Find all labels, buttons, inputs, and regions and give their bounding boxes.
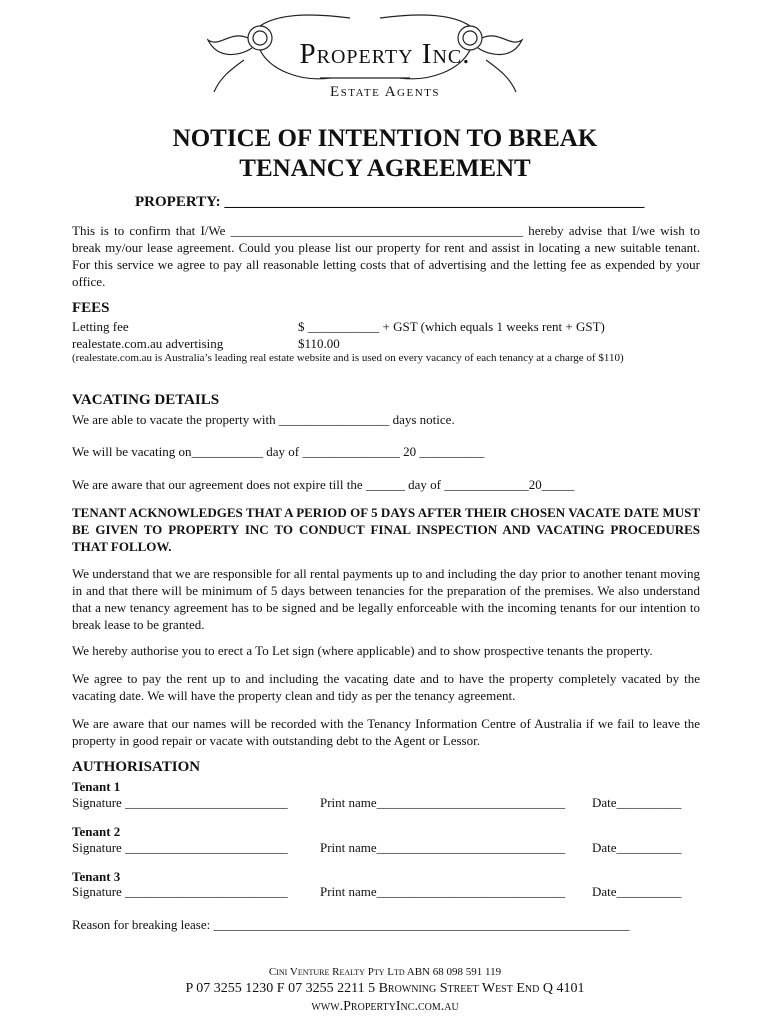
tenant-1-label: Tenant 1 <box>72 779 121 794</box>
tenant-2-signature[interactable]: Signature _________________________ <box>72 840 288 855</box>
title-line-2: TENANCY AGREEMENT <box>239 155 531 182</box>
tenant-3-signature[interactable]: Signature _________________________ <box>72 884 288 899</box>
fees-note: (realestate.com.au is Australia’s leading real estate website and is used on every vacancy of each tenancy at a charge of $110) <box>72 352 624 364</box>
document-title <box>0 124 770 184</box>
brand-subtitle: Estate Agents <box>330 84 440 100</box>
rent-payment-paragraph: We agree to pay the rent up to and including the vacating date and to have the property completely vacated by the vacating date. We will have the property clean and tidy as per the tenancy agreement. <box>72 671 700 703</box>
authorisation-heading: AUTHORISATION <box>72 759 201 775</box>
advertising-label: realestate.com.au advertising <box>72 336 224 351</box>
intro-paragraph: This is to confirm that I/We _____________________________________________ hereby advise that I/we wish to break my/our lease agreement. Could you please list our property for rent and assist in locating a new suitable tenant. For this service we agree to pay all reasonable letting costs that of advertising and the letting fee as expended by your office. <box>72 223 700 289</box>
tenant-1-date[interactable]: Date__________ <box>592 795 682 810</box>
tenant-3-label: Tenant 3 <box>72 869 121 884</box>
property-field[interactable]: PROPERTY: ________________________________________________________ <box>135 194 645 210</box>
tenant-1-print-name[interactable]: Print name_____________________________ <box>320 795 566 810</box>
letting-fee-value[interactable]: $ ___________ + GST (which equals 1 weeks rent + GST) <box>298 319 605 334</box>
tica-paragraph: We are aware that our names will be recorded with the Tenancy Information Centre of Australia if we fail to leave the property in good repair or vacate with outstanding debt to the Agent or Lessor. <box>72 716 700 748</box>
vacating-date-line[interactable]: We will be vacating on___________ day of _______________ 20 __________ <box>72 444 485 459</box>
footer-website[interactable]: www.PropertyInc.com.au <box>311 999 459 1014</box>
reason-field[interactable]: Reason for breaking lease: ________________________________________________________________ <box>72 917 630 932</box>
brand-name: Property Inc. <box>299 38 471 70</box>
tenant-acknowledgement: TENANT ACKNOWLEDGES THAT A PERIOD OF 5 DAYS AFTER THEIR CHOSEN VACATE DATE MUST BE GIVEN TO PROPERTY INC TO CONDUCT FINAL INSPECTION AND VACATING PROCEDURES THAT FOLLOW. <box>72 505 700 554</box>
advertising-value: $110.00 <box>298 336 340 351</box>
footer-contact: P 07 3255 1230 F 07 3255 2211 5 Browning Street West End Q 4101 <box>185 981 585 996</box>
vacating-heading: VACATING DETAILS <box>72 392 220 408</box>
footer-company: Cini Venture Realty Pty Ltd ABN 68 098 591 119 <box>268 966 502 978</box>
to-let-sign-paragraph: We hereby authorise you to erect a To Let sign (where applicable) and to show prospective tenants the property. <box>72 643 653 658</box>
title-line-1: NOTICE OF INTENTION TO BREAK <box>172 125 598 152</box>
tenant-3-print-name[interactable]: Print name_____________________________ <box>320 884 566 899</box>
agreement-expiry-line[interactable]: We are aware that our agreement does not expire till the ______ day of _____________20_____ <box>72 477 575 492</box>
letting-fee-label: Letting fee <box>72 319 129 334</box>
tenant-2-date[interactable]: Date__________ <box>592 840 682 855</box>
tenant-2-label: Tenant 2 <box>72 824 121 839</box>
tenant-3-date[interactable]: Date__________ <box>592 884 682 899</box>
tenant-1-signature[interactable]: Signature _________________________ <box>72 795 288 810</box>
fees-heading: FEES <box>72 300 110 316</box>
responsibility-paragraph: We understand that we are responsible for all rental payments up to and including the day prior to another tenant moving in and that there will be minimum of 5 days between tenancies for the preparation of the premises. We also understand that a new tenancy agreement has to be signed and be legally enforceable with the incoming tenants for our intention to break lease to be granted. <box>72 566 700 632</box>
tenant-2-print-name[interactable]: Print name_____________________________ <box>320 840 566 855</box>
vacate-notice-line[interactable]: We are able to vacate the property with _________________ days notice. <box>72 412 455 427</box>
